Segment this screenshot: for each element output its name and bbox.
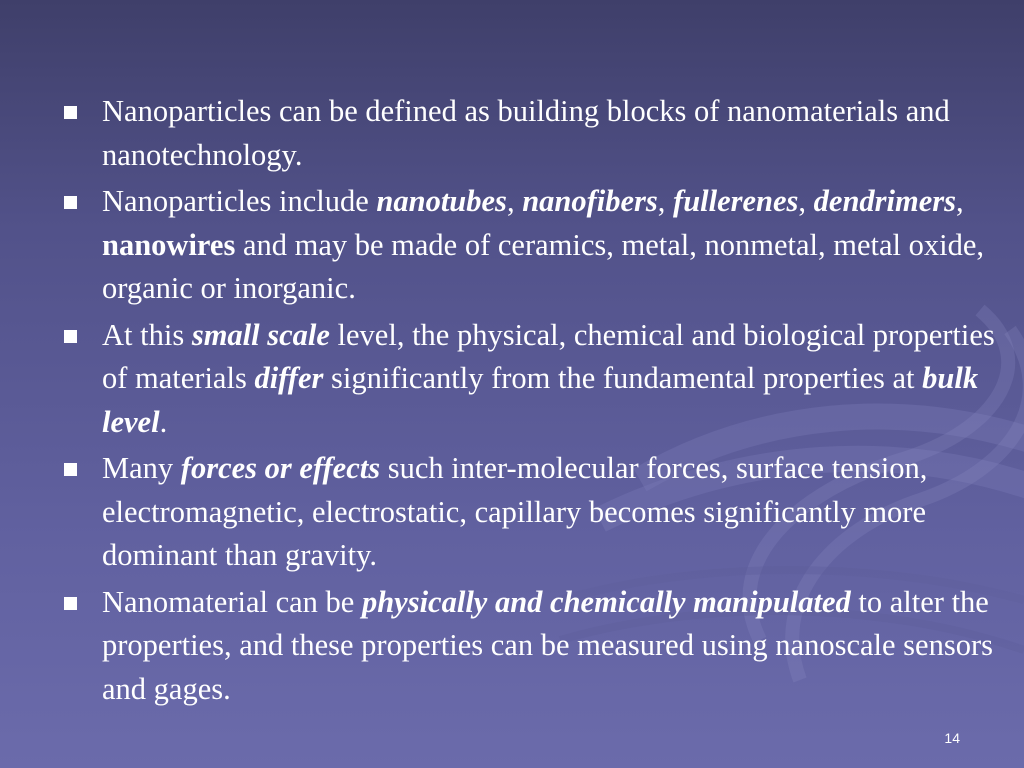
- emphasized-term: forces or effects: [180, 451, 381, 485]
- bullet-text: Many: [102, 451, 181, 485]
- bullet-item: [60, 581, 1010, 712]
- bullet-text: significantly from the fundamental properties at: [323, 361, 923, 395]
- emphasized-term: physically and chemically manipulated: [361, 584, 851, 619]
- emphasized-term: small scale: [191, 317, 330, 352]
- emphasized-term: differ: [254, 361, 324, 395]
- bullet-text: ,: [506, 184, 523, 218]
- emphasized-term: nanofibers: [522, 184, 658, 218]
- bullet-text: Nanoparticles include: [102, 184, 377, 218]
- slide-number: 14: [944, 730, 960, 746]
- bullet-item: [60, 90, 1010, 177]
- emphasized-term: nanowires: [102, 227, 236, 262]
- emphasized-term: dendrimers: [813, 184, 957, 218]
- bullet-text: Nanomaterial can be: [102, 584, 362, 619]
- bullet-text: ,: [798, 184, 814, 218]
- emphasized-term: fullerenes: [673, 184, 799, 218]
- square-bullet-icon: [64, 463, 77, 476]
- bullet-text: such inter-molecular forces, surface tension, electromagnetic, electrostatic, capillary becomes significantly more dominant than gravity.: [102, 451, 928, 572]
- bullet-text: At this: [102, 317, 192, 352]
- bullet-text: level, the physical, chemical and biological properties of materials: [102, 317, 995, 395]
- slide-body: [60, 90, 1010, 714]
- bullet-text: .: [159, 404, 168, 439]
- square-bullet-icon: [64, 330, 77, 343]
- bullet-text: ,: [956, 184, 964, 218]
- emphasized-term: bulk level: [102, 361, 979, 439]
- square-bullet-icon: [64, 106, 77, 119]
- bullet-list: [60, 90, 1010, 711]
- bullet-item: [60, 447, 1010, 578]
- square-bullet-icon: [64, 196, 77, 209]
- bullet-text: and may be made of ceramics, metal, nonmetal, metal oxide, organic or inorganic.: [102, 227, 984, 305]
- bullet-text: ,: [657, 184, 674, 218]
- emphasized-term: nanotubes: [376, 184, 507, 218]
- bullet-item: [60, 180, 1010, 311]
- bullet-text: Nanoparticles can be defined as building blocks of nanomaterials and nanotechnology.: [102, 94, 950, 172]
- bullet-item: [60, 314, 1010, 445]
- bullet-text: to alter the properties, and these properties can be measured using nanoscale sensors and gages.: [102, 584, 993, 706]
- square-bullet-icon: [64, 597, 77, 610]
